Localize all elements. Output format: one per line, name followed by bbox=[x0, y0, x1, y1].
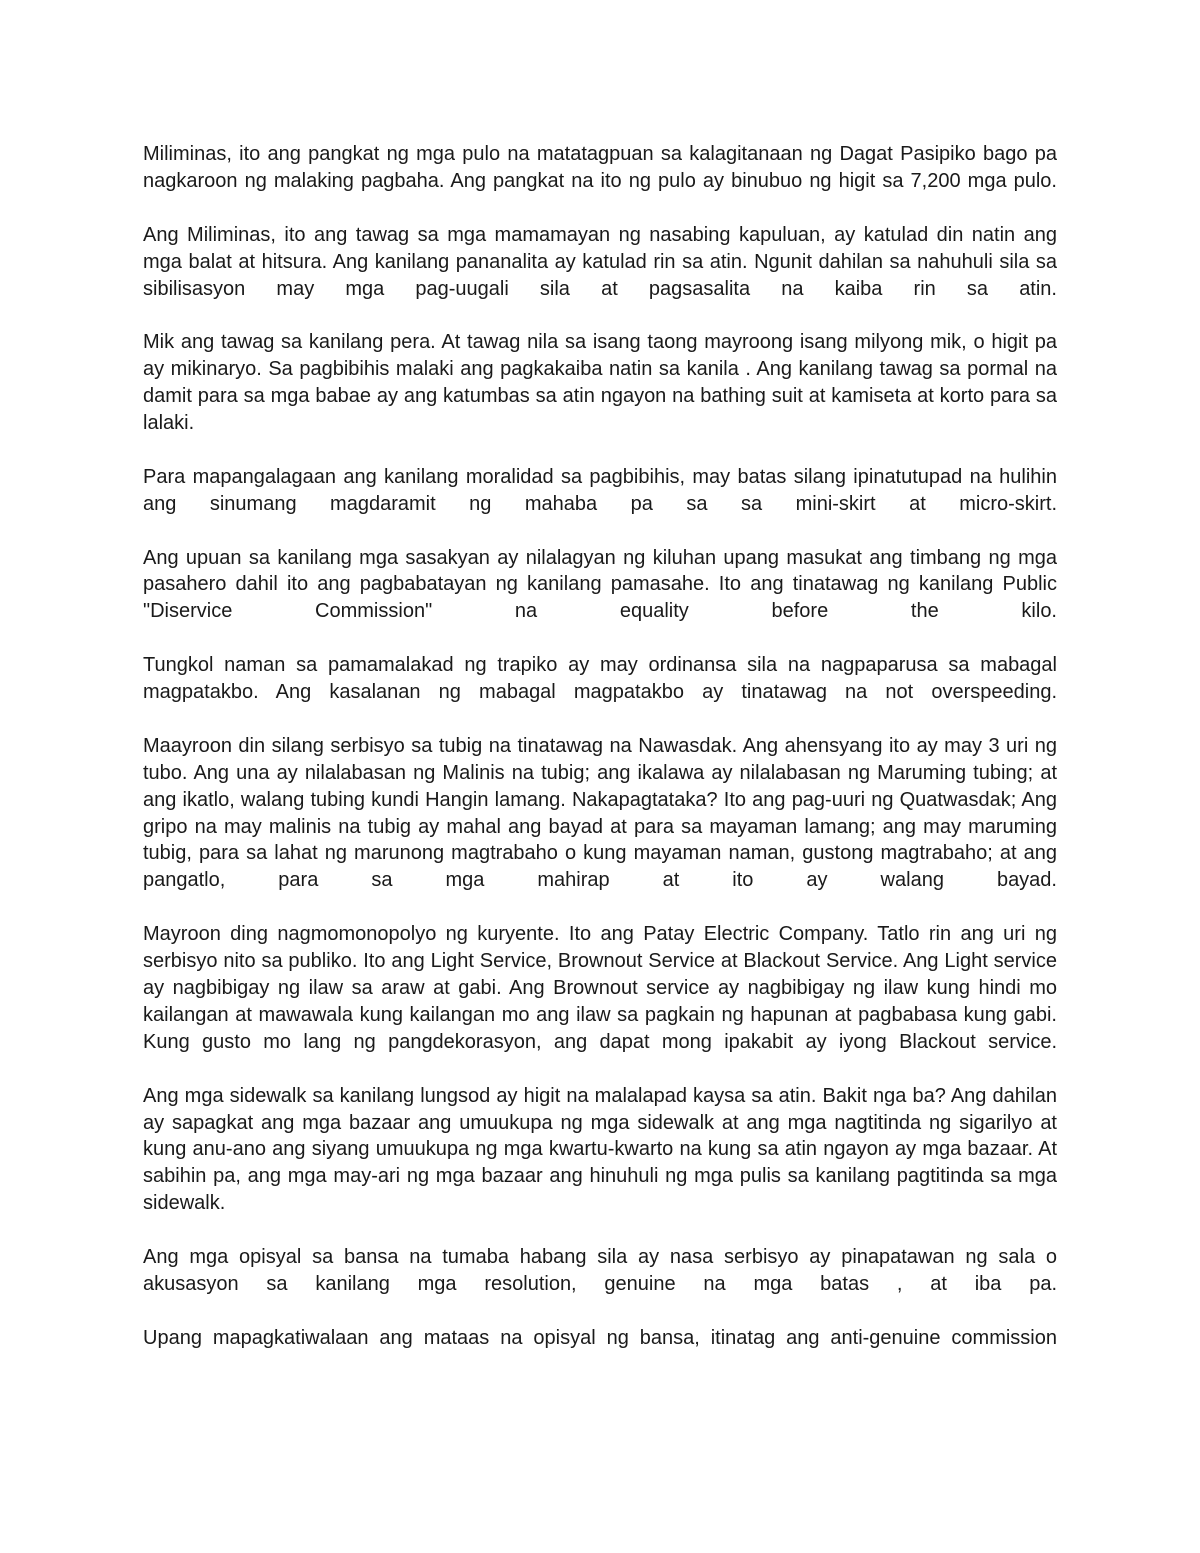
paragraph: Ang mga sidewalk sa kanilang lungsod ay higit na malalapad kaysa sa atin. Bakit nga ba? Ang dahilan ay sapagkat ang mga bazaar ang umuukupa ng mga sidewalk at ang mga nagtitinda ng sigarilyo at kung anu-ano ang siyang umuukupa ng mga kwartu-kwarto na kung sa atin ngayon ay mga bazaar. At sabihin pa, ang mga may-ari ng mga bazaar ang hinuhuli ng mga pulis sa kanilang pagtitinda sa mga sidewalk. bbox=[143, 1084, 1057, 1215]
paragraph: Para mapangalagaan ang kanilang moralidad sa pagbibihis, may batas silang ipinatutupad na hulihin ang sinumang magdaramit ng mahaba pa sa sa mini-skirt at micro-skirt. bbox=[143, 465, 1057, 515]
paragraph: Ang upuan sa kanilang mga sasakyan ay nilalagyan ng kiluhan upang masukat ang timbang ng mga pasahero dahil ito ang pagbabatayan ng kanilang pamasahe. Ito ang tinatawag ng kanilang Public "Diservice Commission" na equality before the kilo. bbox=[143, 546, 1057, 623]
paragraph: Tungkol naman sa pamamalakad ng trapiko ay may ordinansa sila na nagpaparusa sa mabagal magpatakbo. Ang kasalanan ng mabagal magpatakbo ay tinatawag na not overspeeding. bbox=[143, 654, 1057, 704]
paragraph: Maayroon din silang serbisyo sa tubig na tinatawag na Nawasdak. Ang ahensyang ito ay may 3 uri ng tubo. Ang una ay nilalabasan ng Malinis na tubig; ang ikalawa ay nilalabasan ng Maruming tubing; at ang ikatlo, walang tubing kundi Hangin lamang. Nakapagtataka? Ito ang pag-uuri ng Quatwasdak; Ang gripo na may malinis na tubig ay mahal ang bayad at para sa mayaman lamang; ang may maruming tubig, para sa lahat ng marunong magtrabaho o kung mayaman naman, gustong magtrabaho; at ang pangatlo, para sa mga mahirap at ito ay walang bayad. bbox=[143, 734, 1057, 892]
paragraph: Miliminas, ito ang pangkat ng mga pulo na matatagpuan sa kalagitanaan ng Dagat Pasipiko bago pa nagkaroon ng malaking pagbaha. Ang pangkat na ito ng pulo ay binubuo ng higit sa 7,200 mga pulo. bbox=[143, 143, 1057, 192]
paragraph: Ang Miliminas, ito ang tawag sa mga mamamayan ng nasabing kapuluan, ay katulad din natin ang mga balat at hitsura. Ang kanilang pananalita ay katulad rin sa atin. Ngunit dahilan sa nahuhuli sila sa sibilisasyon may mga pag-uugali sila at pagsasalita na kaiba rin sa atin. bbox=[143, 223, 1057, 300]
paragraph: Mayroon ding nagmomonopolyo ng kuryente. Ito ang Patay Electric Company. Tatlo rin ang uri ng serbisyo nito sa publiko. Ito ang Light Service, Brownout Service at Blackout Service. Ang Light service ay nagbibigay ng ilaw sa araw at gabi. Ang Brownout service ay nagbibigay ng ilaw kung hindi mo kailangan at mawawala kung kailangan mo ang ilaw sa pagkain ng hapunan at pagbabasa kung gabi. Kung gusto mo lang ng pangdekorasyon, ang dapat mong ipakabit ay iyong Blackout service. bbox=[143, 923, 1057, 1053]
paragraph: Ang mga opisyal sa bansa na tumaba habang sila ay nasa serbisyo ay pinapatawan ng sala o akusasyon sa kanilang mga resolution, genuine na mga batas , at iba pa. bbox=[143, 1246, 1057, 1295]
document-body bbox=[143, 141, 1057, 1352]
paragraph: Upang mapagkatiwalaan ang mataas na opisyal ng bansa, itinatag ang anti-genuine commission bbox=[143, 1326, 1057, 1349]
paragraph: Mik ang tawag sa kanilang pera. At tawag nila sa isang taong mayroong isang milyong mik, o higit pa ay mikinaryo. Sa pagbibihis malaki ang pagkakaiba natin sa kanila . Ang kanilang tawag sa pormal na damit para sa mga babae ay ang katumbas sa atin ngayon na bathing suit at kamiseta at korto para sa lalaki. bbox=[143, 331, 1057, 435]
